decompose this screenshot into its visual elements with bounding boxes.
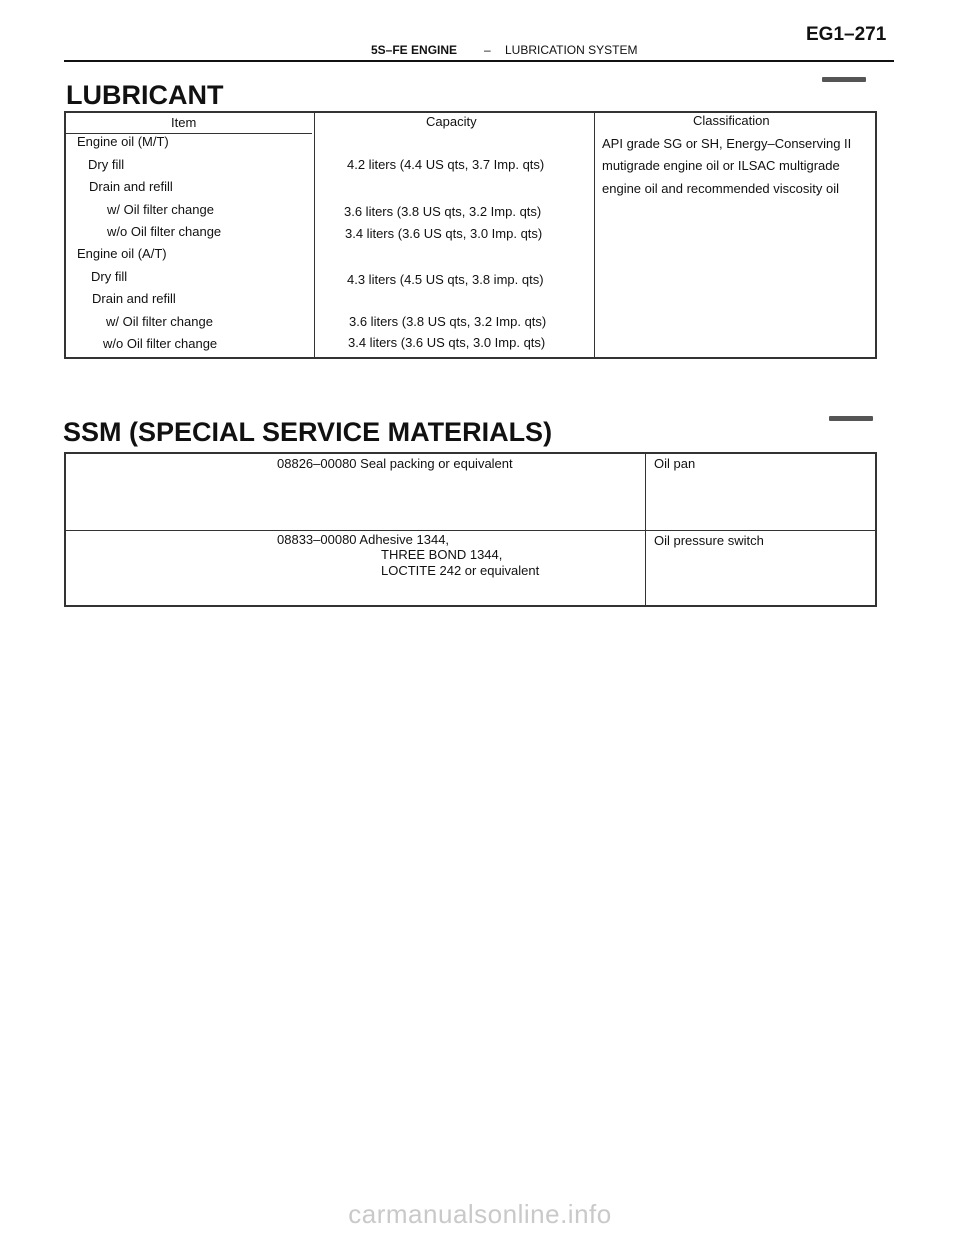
capacity-value: 3.4 liters (3.6 US qts, 3.0 Imp. qts) [345,226,543,241]
capacity-value: 3.4 liters (3.6 US qts, 3.0 Imp. qts) [348,335,546,350]
header-subsection: LUBRICATION SYSTEM [505,43,638,57]
item-label: Dry fill [91,269,128,284]
ssm-title: SSM (SPECIAL SERVICE MATERIALS) [63,417,553,447]
ssm-table [64,452,877,607]
ssm-use: Oil pan [654,456,696,471]
item-label: w/o Oil filter change [107,224,222,239]
row-divider [66,530,875,531]
lubricant-title: LUBRICANT [66,80,224,110]
ssm-material: 08833–00080 Adhesive 1344, [277,532,450,547]
column-header-item: Item [171,115,197,130]
ssm-material: THREE BOND 1344, [381,547,503,562]
section-code-mark [822,77,866,82]
column-divider [594,113,595,357]
item-label: Drain and refill [89,179,173,194]
item-label: Engine oil (A/T) [77,246,167,261]
watermark: carmanualsonline.info [348,1199,612,1229]
item-label: w/ Oil filter change [106,314,213,329]
header-section: 5S–FE ENGINE [371,43,458,57]
item-label: Drain and refill [92,291,176,306]
capacity-value: 3.6 liters (3.8 US qts, 3.2 Imp. qts) [349,314,547,329]
classification-text: mutigrade engine oil or ILSAC multigrade [602,158,840,173]
capacity-value: 4.2 liters (4.4 US qts, 3.7 Imp. qts) [347,157,545,172]
ssm-material: 08826–00080 Seal packing or equivalent [277,456,513,471]
item-label: Engine oil (M/T) [77,134,169,149]
column-header-capacity: Capacity [426,114,477,129]
section-code-mark [829,416,873,421]
header-separator: – [484,43,491,57]
item-label: w/ Oil filter change [107,202,214,217]
item-label: w/o Oil filter change [103,336,218,351]
column-divider [314,113,315,357]
capacity-value: 4.3 liters (4.5 US qts, 3.8 imp. qts) [347,272,544,287]
header-rule [64,60,894,62]
classification-text: API grade SG or SH, Energy–Conserving II [602,136,852,151]
capacity-value: 3.6 liters (3.8 US qts, 3.2 Imp. qts) [344,204,542,219]
ssm-material: LOCTITE 242 or equivalent [381,563,540,578]
column-header-classification: Classification [693,113,770,128]
classification-text: engine oil and recommended viscosity oil [602,181,840,196]
page-number: EG1–271 [806,24,887,45]
item-label: Dry fill [88,157,125,172]
ssm-use: Oil pressure switch [654,533,764,548]
